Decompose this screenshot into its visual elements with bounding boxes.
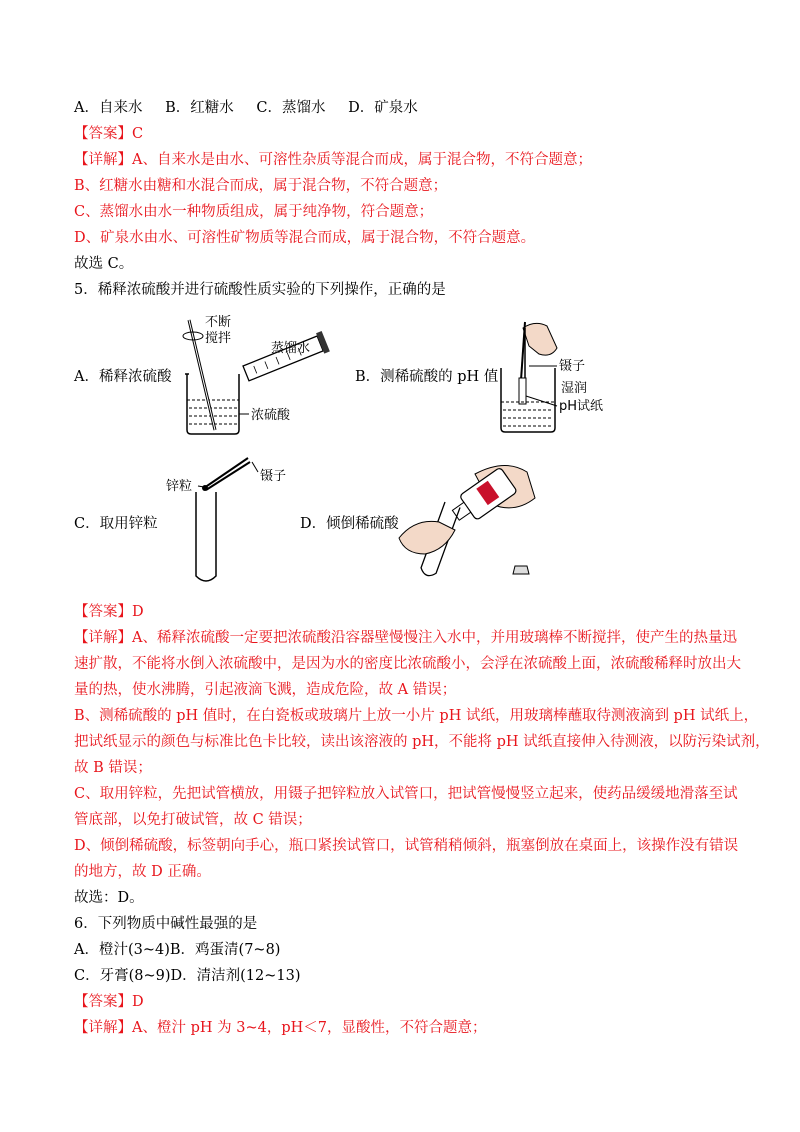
q5-answer-value: D	[132, 604, 144, 620]
q4-detail-line: D、矿泉水由水、可溶性矿物质等混合而成，属于混合物，不符合题意。	[74, 230, 536, 246]
q4-conclusion: 故选 C。	[74, 256, 134, 272]
q4-answer-value: C	[132, 126, 144, 142]
q5-answer	[74, 602, 144, 622]
q4-option-a: A．自来水	[74, 100, 143, 116]
q5-fig-c-label: C．取用锌粒	[74, 516, 158, 532]
q4-answer	[74, 124, 143, 144]
q6-detail-line: 【详解】A、橙汁 pH 为 3~4，pH＜7，显酸性，不符合题意；	[74, 1020, 487, 1036]
tweezers-annotation: 镊子	[559, 359, 586, 374]
q5-answer-tag: 【答案】	[74, 604, 132, 620]
stir-annotation-2: 搅拌	[205, 331, 232, 346]
dilute-acid-figure	[175, 312, 335, 442]
q6-answer-value: D	[132, 994, 144, 1010]
wet-annotation: 湿润	[561, 381, 588, 396]
zinc-annotation: 锌粒	[166, 479, 193, 494]
q5-conclusion: 故选：D。	[74, 890, 144, 906]
q5-detail-line: 【详解】A、稀释浓硫酸一定要把浓硫酸沿容器壁慢慢注入水中，并用玻璃棒不断搅拌，使产生的热量迅	[74, 630, 737, 646]
q5-fig-b-label: B．测稀硫酸的 pH 值	[355, 369, 499, 385]
q5-detail-line: 把试纸显示的颜色与标准比色卡比较，读出该溶液的 pH，不能将 pH 试纸直接伸入待测液，以防污染试剂，	[74, 734, 770, 750]
q5-stem: 5．稀释浓硫酸并进行硫酸性质实验的下列操作，正确的是	[74, 282, 446, 298]
q5-detail-line: D、倾倒稀硫酸，标签朝向手心，瓶口紧挨试管口，试管稍稍倾斜，瓶塞倒放在桌面上，该操作没有错误	[74, 838, 739, 854]
q4-answer-tag: 【答案】	[74, 126, 132, 142]
zinc-granule-figure	[160, 450, 300, 590]
q6-answer	[74, 992, 144, 1012]
ph-test-figure	[495, 318, 615, 438]
tweezers-c-annotation: 镊子	[260, 469, 287, 484]
q6-options-line-2: C．牙膏(8~9)D．清洁剂(12~13)	[74, 968, 301, 984]
q4-detail-line: 【详解】A、自来水是由水、可溶性杂质等混合而成，属于混合物，不符合题意；	[74, 152, 592, 168]
q5-detail-line: 管底部，以免打破试管，故 C 错误；	[74, 812, 312, 828]
q5-fig-a-label: A．稀释浓硫酸	[74, 369, 172, 385]
q4-option-d: D．矿泉水	[348, 100, 418, 116]
q5-detail-line: 速扩散，不能将水倒入浓硫酸中，是因为水的密度比浓硫酸小，会浮在浓硫酸上面，浓硫酸稀释时放出大	[74, 656, 741, 672]
q5-detail-line: 故 B 错误；	[74, 760, 152, 776]
q6-stem: 6．下列物质中碱性最强的是	[74, 916, 258, 932]
stir-annotation-1: 不断	[205, 315, 232, 330]
acid-annotation: 浓硫酸	[251, 408, 291, 423]
ph-paper-annotation: pH试纸	[559, 399, 604, 414]
q6-answer-tag: 【答案】	[74, 994, 132, 1010]
q4-options-row	[74, 98, 436, 118]
q4-detail-line: B、红糖水由糖和水混合而成，属于混合物，不符合题意；	[74, 178, 448, 194]
q5-detail-line: 量的热，使水沸腾，引起液滴飞溅，造成危险，故 A 错误；	[74, 682, 457, 698]
q4-option-c: C．蒸馏水	[256, 100, 326, 116]
q4-detail-line: C、蒸馏水由水一种物质组成，属于纯净物，符合题意；	[74, 204, 434, 220]
q5-detail-line: 的地方，故 D 正确。	[74, 864, 211, 880]
pour-acid-figure	[395, 458, 545, 593]
q5-detail-line: B、测稀硫酸的 pH 值时，在白瓷板或玻璃片上放一小片 pH 试纸，用玻璃棒蘸取待测液滴到 pH 试纸上，	[74, 708, 759, 724]
q5-fig-d-label: D．倾倒稀硫酸	[300, 516, 399, 532]
q6-options-line-1: A．橙汁(3~4)B．鸡蛋清(7~8)	[74, 942, 281, 958]
q4-option-b: B．红糖水	[165, 100, 234, 116]
water-annotation: 蒸馏水	[271, 341, 311, 356]
q5-detail-line: C、取用锌粒，先把试管横放，用镊子把锌粒放入试管口，把试管慢慢竖立起来，使药品缓缓地滑落至试	[74, 786, 738, 802]
